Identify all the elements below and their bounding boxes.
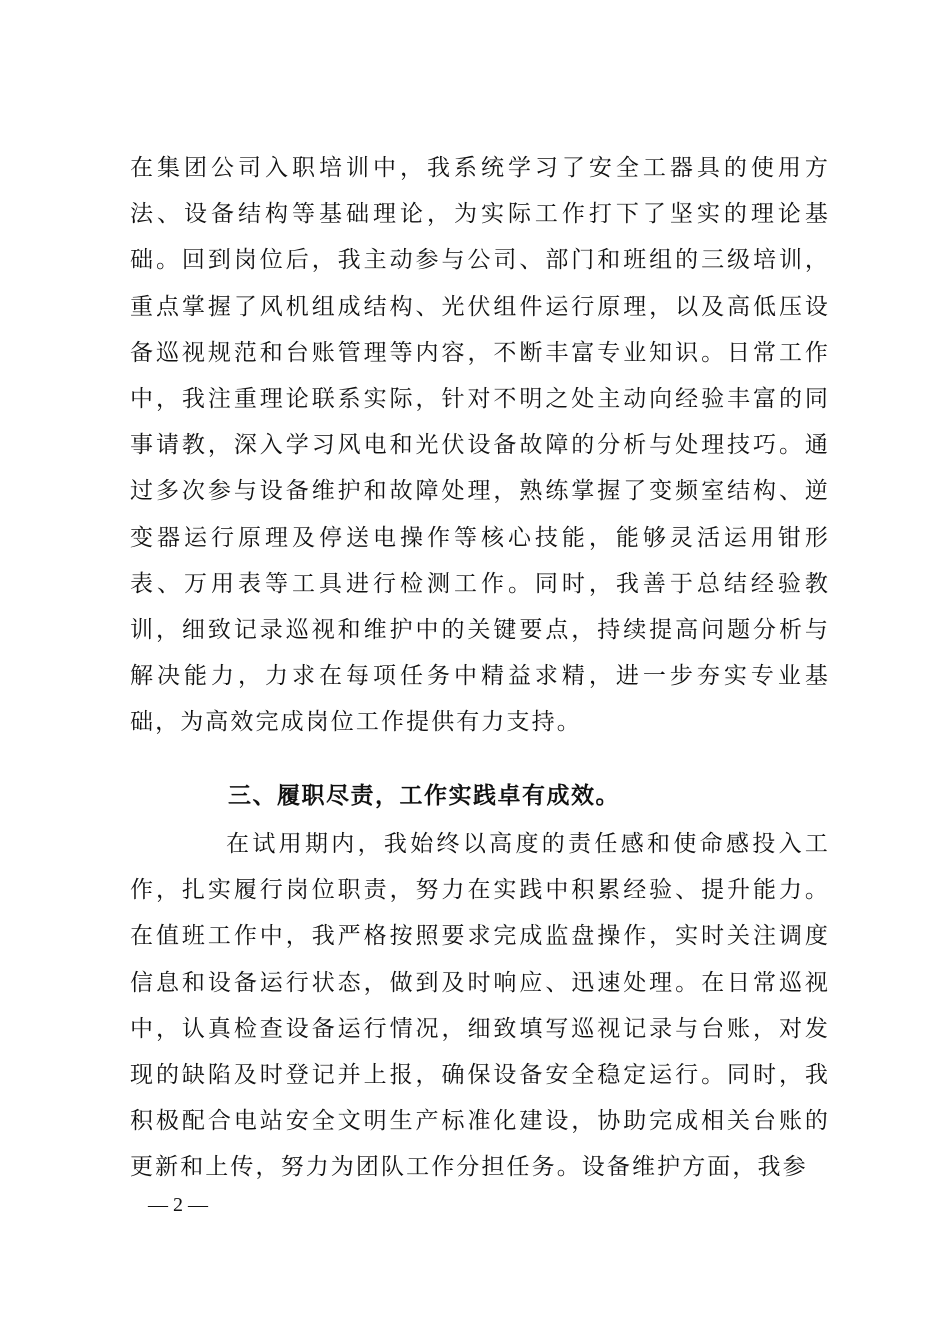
- body-paragraph-training: 在集团公司入职培训中，我系统学习了安全工器具的使用方法、设备结构等基础理论，为实际工作打下了坚实的理论基础。回到岗位后，我主动参与公司、部门和班组的三级培训，重点掌握了风机组成结构、光伏组件运行原理，以及高低压设备巡视规范和台账管理等内容，不断丰富专业知识。日常工作中，我注重理论联系实际，针对不明之处主动向经验丰富的同事请教，深入学习风电和光伏设备故障的分析与处理技巧。通过多次参与设备维护和故障处理，熟练掌握了变频室结构、逆变器运行原理及停送电操作等核心技能，能够灵活运用钳形表、万用表等工具进行检测工作。同时，我善于总结经验教训，细致记录巡视和维护中的关键要点，持续提高问题分析与解决能力，力求在每项任务中精益求精，进一步夯实专业基础，为高效完成岗位工作提供有力支持。: [130, 155, 830, 736]
- page-number: — 2 —: [148, 1194, 208, 1216]
- body-paragraph-work-practice: 在试用期内，我始终以高度的责任感和使命感投入工作，扎实履行岗位职责，努力在实践中积累经验、提升能力。在值班工作中，我严格按照要求完成监盘操作，实时关注调度信息和设备运行状态，做到及时响应、迅速处理。在日常巡视中，认真检查设备运行情况，细致填写巡视记录与台账，对发现的缺陷及时登记并上报，确保设备安全稳定运行。同时，我积极配合电站安全文明生产标准化建设，协助完成相关台账的更新和上传，努力为团队工作分担任务。设备维护方面，我参: [130, 831, 830, 1181]
- section-heading: 三、履职尽责，工作实践卓有成效。: [228, 782, 620, 809]
